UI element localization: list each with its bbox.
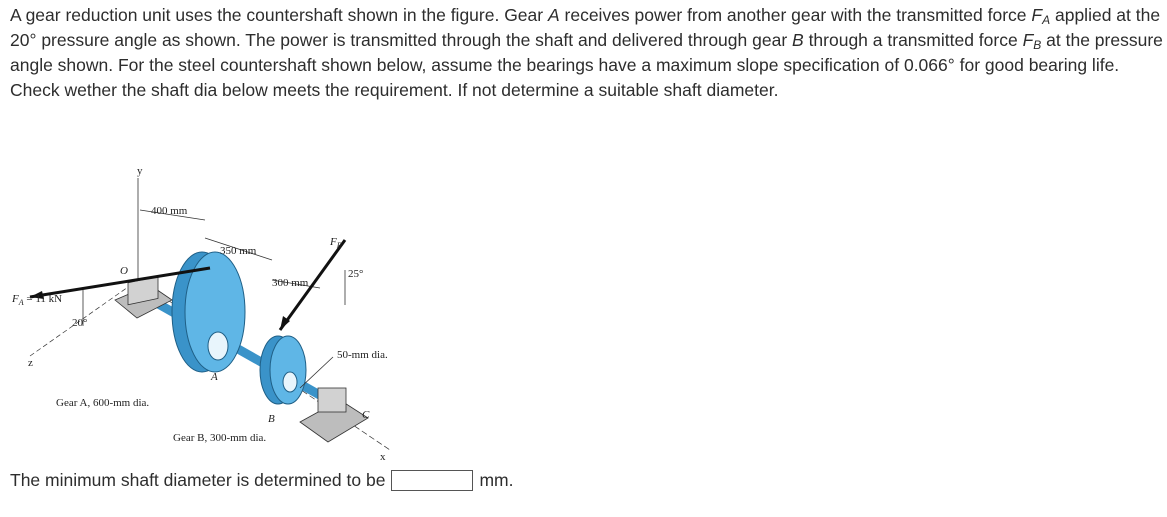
dimension-350-label: 350 mm (220, 245, 257, 257)
gear-b (260, 336, 306, 404)
problem-text: applied at the 20° pressure angle as shown. The power is transmitted through the shaft and delivered through gear (10, 5, 1161, 50)
answer-row (10, 470, 513, 491)
force-b-label: $F_B$ (330, 236, 342, 250)
shaft-diameter-input[interactable] (391, 470, 473, 491)
bearing-c-letter: C (362, 409, 370, 421)
gear-b-letter: B (268, 413, 275, 425)
problem-text: through a transmitted force (803, 30, 1023, 50)
force-a-subscript: A (1042, 13, 1051, 27)
gear-a-caption: Gear A, 600-mm dia. (56, 397, 150, 409)
angle-25-label: 25° (348, 268, 364, 280)
force-b-subscript: B (1033, 38, 1042, 52)
dimension-300-label: 300 mm (272, 277, 309, 289)
y-axis-label: y (137, 165, 143, 177)
shaft-dia-label: 50-mm dia. (337, 349, 388, 361)
force-b-symbol: F (1022, 30, 1034, 50)
gear-a-letter: A (211, 371, 218, 383)
angle-20-label: 20° (72, 317, 88, 329)
origin-label: O (120, 265, 128, 277)
answer-prompt: The minimum shaft diameter is determined to be (10, 470, 386, 490)
force-a-label: $F_A = 11$ kN (12, 293, 63, 307)
gear-b-caption: Gear B, 300-mm dia. (173, 432, 267, 444)
problem-text: at the pressure angle shown. For the steel countershaft shown below, assume the bearings have a maximum slope specification of 0.066° for good bearing life. Check wether the shaft dia below meets the requirement. If not determine a suitable shaft diameter. (10, 30, 1163, 100)
problem-statement (10, 3, 1165, 103)
countershaft-figure (0, 160, 420, 460)
problem-text: receives power from another gear with the transmitted force (559, 5, 1032, 25)
z-axis-label: z (28, 357, 33, 369)
problem-text: A gear reduction unit uses the countershaft shown in the figure. Gear (10, 5, 548, 25)
gear-b-symbol: B (792, 30, 804, 50)
gear-a (172, 252, 245, 372)
x-axis-label: x (380, 451, 386, 460)
gear-a-symbol: A (547, 5, 560, 25)
force-a-symbol: F (1031, 5, 1043, 25)
answer-unit: mm. (479, 470, 514, 490)
dimension-400-label: 400 mm (151, 205, 188, 217)
